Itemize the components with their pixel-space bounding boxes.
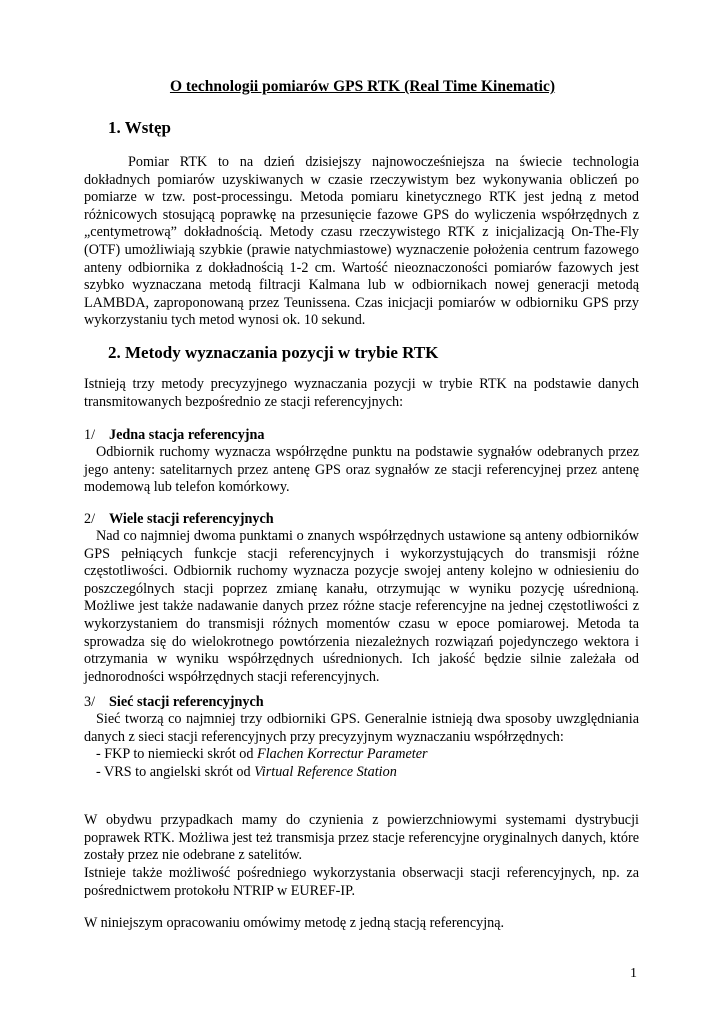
methods-intro-paragraph: Istnieją trzy metody precyzyjnego wyznaczania pozycji w trybie RTK na podstawie danych transmitowanych bezpośrednio ze stacji referencyjnych: [84,376,639,410]
document-title: O technologii pomiarów GPS RTK (Real Time Kinematic) [169,78,556,95]
method-heading-1 [84,427,265,444]
method-heading-3 [84,694,264,711]
page-number: 1 [630,966,637,981]
method-number: 2/ [84,511,96,527]
list-item: - FKP to niemiecki skrót od Flachen Korrectur Parameter [96,746,428,763]
method-number: 1/ [84,427,96,443]
section-heading-intro: 1. Wstęp [108,118,171,137]
method-text-2: Nad co najmniej dwoma punktami o znanych współrzędnych ustawione są anteny odbiorników GPS pełniących funkcje stacji referencyjnych i wykorzystujących do transmisji różne częstotliwości. Odbiornik ruchomy wyznacza pozycje swojej anteny kolejno w odniesieniu do poszczególnych stacji poprzez zmianę kanału, otrzymując w wyniku pozycję uśrednioną. Możliwe jest także nadawanie danych przez różne stacje referencyjne na jednej częstotliwości z wykorzystaniem do transmisji różnych momentów czasu w epoce pomiarowej. Metoda ta sprowadza się do wielokrotnego powtórzenia niezależnych rozwiązań pojedynczego wektora i otrzymania w wyniku współrzędnych uśrednionych. Ich jakość będzie silnie zależała od jednorodności współrzędnych stacji referencyjnych. [84,528,639,685]
method-text-3 [84,711,639,781]
closing-paragraph-1: W obydwu przypadkach mamy do czynienia z powierzchniowymi systemami dystrybucji poprawek RTK. Możliwa jest też transmisja przez stacje referencyjne oryginalnych danych, które zostały przez nie odebrane z satelitów. [84,812,639,864]
intro-paragraph: Pomiar RTK to na dzień dzisiejszy najnowocześniejsza na świecie technologia dokładnych pomiarów uzyskiwanych w czasie rzeczywistym bez wykonywania obliczeń po pomiarze w tzw. post-processingu. Metoda pomiaru kinetycznego RTK jest jedną z metod różnicowych stosującą poprawkę na przesunięcie fazowe GPS do wyliczenia współrzędnych z „centymetrową” dokładnością. Metody czasu rzeczywistego RTK z inicjalizacją On-The-Fly (OTF) umożliwiają szybkie (prawie natychmiastowe) wyznaczenie położenia centrum fazowego anteny odbiornika z dokładnością 1-2 cm. Wartość nieoznaczoności pomiarów fazowych jest szybko wyznaczana metodą filtracji Kalmana lub w odbiornikach nowej generacji metodą LAMBDA, zaproponowaną przez Teunissena. Czas inicjacji pomiarów w odbiorniku GPS przy wykorzystaniu tych metod wynosi ok. 10 sekund. [84,154,639,329]
method-heading-2 [84,511,274,528]
closing-paragraph-3: W niniejszym opracowaniu omówimy metodę z jedną stacją referencyjną. [84,915,505,931]
method-number: 3/ [84,694,96,710]
method-label: Wiele stacji referencyjnych [109,511,274,527]
method-text-1: Odbiornik ruchomy wyznacza współrzędne punktu na podstawie sygnałów odebranych przez jego anteny: satelitarnych przez antenę GPS oraz sygnałów ze stacji referencyjnej przez antenę modemową lub telefon komórkowy. [84,444,639,496]
method-text-3-body: Sieć tworzą co najmniej trzy odbiorniki GPS. Generalnie istnieją dwa sposoby uwzględniania danych z sieci stacji referencyjnych przy precyzyjnym wyznaczaniu współrzędnych: [84,711,639,745]
list-item: - VRS to angielski skrót od Virtual Reference Station [96,763,397,780]
method-label: Sieć stacji referencyjnych [109,694,264,710]
method-label: Jedna stacja referencyjna [109,427,265,443]
closing-paragraph-2: Istnieje także możliwość pośredniego wykorzystania obserwacji stacji referencyjnych, np. za pośrednictwem protokołu NTRIP w EUREF-IP. [84,865,639,899]
section-heading-methods: 2. Metody wyznaczania pozycji w trybie RTK [108,343,439,362]
